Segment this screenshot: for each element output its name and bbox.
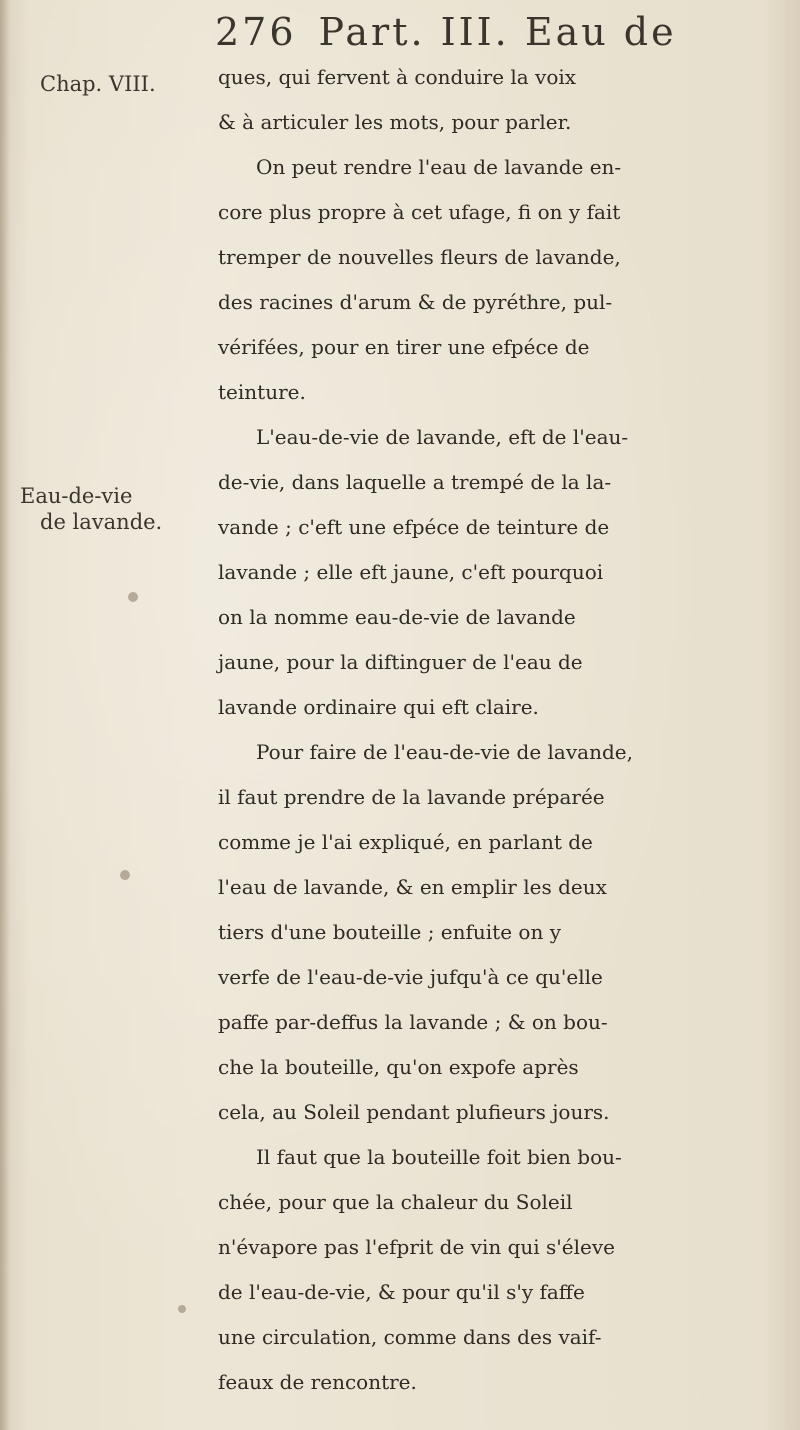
text-line: cela, au Soleil pendant plufieurs jours.: [218, 1100, 610, 1124]
text-line: core plus propre à cet ufage, fi on y fait: [218, 200, 621, 224]
paper-speck: [128, 592, 138, 602]
text-line: lavande ; elle eft jaune, c'eft pourquoi: [218, 560, 604, 584]
text-line: il faut prendre de la lavande préparée: [218, 785, 605, 809]
margin-side-note-line2: de lavande.: [40, 510, 163, 534]
text-line: Il faut que la bouteille foit bien bou-: [256, 1145, 622, 1169]
text-line: de l'eau-de-vie, & pour qu'il s'y faffe: [218, 1280, 585, 1304]
paper-speck: [178, 1305, 186, 1313]
text-line: une circulation, comme dans des vaif-: [218, 1325, 602, 1349]
text-line: on la nomme eau-de-vie de lavande: [218, 605, 576, 629]
text-line: comme je l'ai expliqué, en parlant de: [218, 830, 593, 854]
text-line: paffe par-deffus la lavande ; & on bou-: [218, 1010, 608, 1034]
text-line: l'eau de lavande, & en emplir les deux: [218, 875, 607, 899]
text-line: chée, pour que la chaleur du Soleil: [218, 1190, 573, 1214]
running-header: [215, 10, 735, 60]
text-line: Pour faire de l'eau-de-vie de lavande,: [256, 740, 633, 764]
text-line: feaux de rencontre.: [218, 1370, 417, 1394]
text-line: & à articuler les mots, pour parler.: [218, 110, 572, 134]
text-line: L'eau-de-vie de lavande, eft de l'eau-: [256, 425, 629, 449]
paper-speck: [120, 870, 130, 880]
page-number: 276: [215, 10, 297, 54]
margin-side-note-line1: Eau-de-vie: [20, 484, 133, 508]
text-line: n'évapore pas l'efprit de vin qui s'éleve: [218, 1235, 616, 1259]
text-line: ques, qui fervent à conduire la voix: [218, 65, 577, 89]
text-line: verfe de l'eau-de-vie jufqu'à ce qu'elle: [218, 965, 603, 989]
margin-chapter-label: Chap. VIII.: [40, 72, 156, 96]
text-line: vérifées, pour en tirer une efpéce de: [218, 335, 590, 359]
text-line: che la bouteille, qu'on expofe après: [218, 1055, 579, 1079]
text-line: tiers d'une bouteille ; enfuite on y: [218, 920, 561, 944]
text-line: de-vie, dans laquelle a trempé de la la-: [218, 470, 612, 494]
text-line: vande ; c'eft une efpéce de teinture de: [218, 515, 610, 539]
page-edge-shadow: [0, 0, 10, 1430]
body-text: [218, 55, 798, 1405]
text-line: tremper de nouvelles fleurs de lavande,: [218, 245, 621, 269]
text-line: lavande ordinaire qui eft claire.: [218, 695, 539, 719]
text-line: teinture.: [218, 380, 306, 404]
running-title: Part. III. Eau de: [318, 10, 677, 54]
text-line: des racines d'arum & de pyréthre, pul-: [218, 290, 613, 314]
text-line: On peut rendre l'eau de lavande en-: [256, 155, 622, 179]
text-line: jaune, pour la diftinguer de l'eau de: [218, 650, 583, 674]
